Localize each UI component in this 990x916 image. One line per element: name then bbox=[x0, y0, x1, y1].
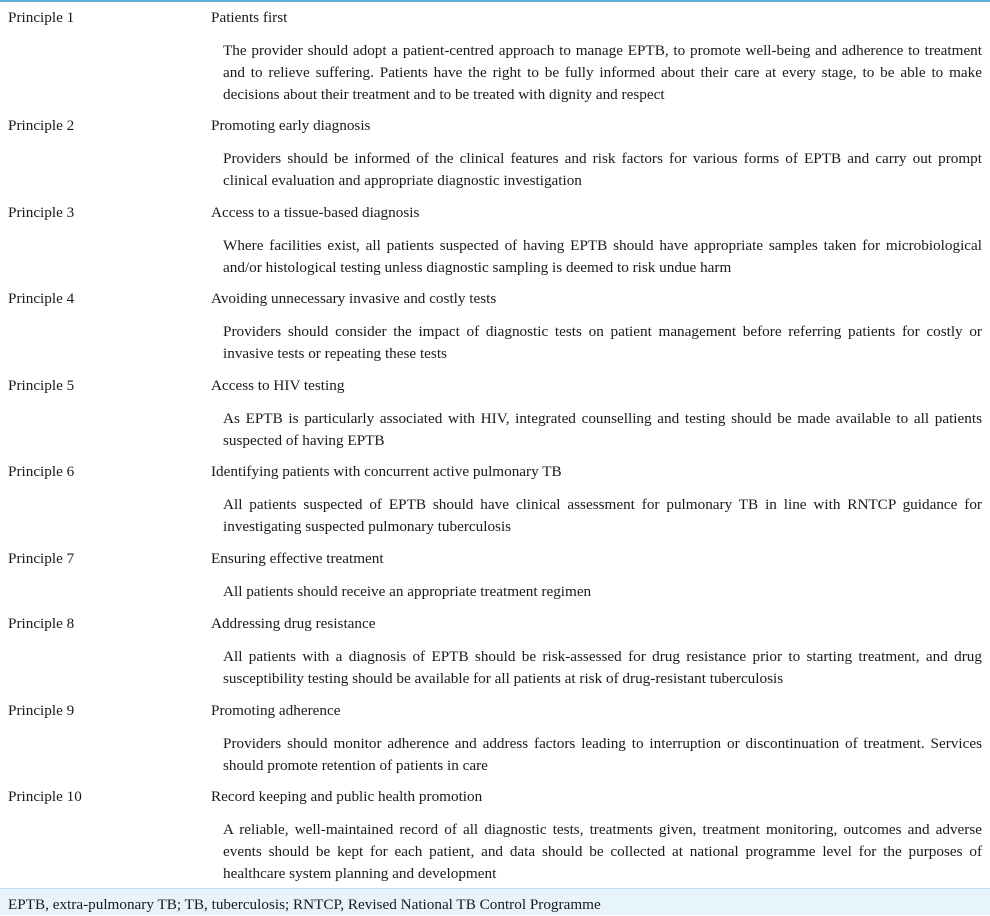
principle-description: A reliable, well-maintained record of all diagnostic tests, treatments given, treatment monitoring, outcomes and adverse events should be kept for each patient, and data should be collected at national programme level for the purposes of healthcare system planning and development bbox=[223, 821, 982, 882]
principle-description: As EPTB is particularly associated with HIV, integrated counselling and testing should be made available to all patients suspected of having EPTB bbox=[223, 410, 982, 449]
principle-description: Providers should monitor adherence and address factors leading to interruption or discontinuation of treatment. Services should promote retention of patients in care bbox=[223, 735, 982, 774]
principle-title: Access to a tissue-based diagnosis bbox=[211, 204, 420, 221]
principle-label: Principle 5 bbox=[8, 377, 75, 394]
principle-title: Promoting early diagnosis bbox=[211, 117, 371, 134]
principle-title: Ensuring effective treatment bbox=[211, 550, 384, 567]
principle-title: Promoting adherence bbox=[211, 702, 341, 719]
principle-description: Providers should be informed of the clinical features and risk factors for various forms of EPTB and carry out prompt clinical evaluation and appropriate diagnostic investigation bbox=[223, 150, 982, 189]
top-rule bbox=[0, 0, 990, 2]
principle-title: Record keeping and public health promotion bbox=[211, 788, 483, 805]
principle-label: Principle 10 bbox=[8, 788, 82, 805]
principle-description: All patients suspected of EPTB should have clinical assessment for pulmonary TB in line with RNTCP guidance for investigating suspected pulmonary tuberculosis bbox=[223, 496, 982, 535]
principle-title: Addressing drug resistance bbox=[211, 615, 376, 632]
table-footnote bbox=[0, 888, 990, 915]
principle-description: All patients should receive an appropriate treatment regimen bbox=[223, 583, 592, 600]
principle-label: Principle 6 bbox=[8, 463, 75, 480]
principle-description: The provider should adopt a patient-centred approach to manage EPTB, to promote well-being and adherence to treatment and to relieve suffering. Patients have the right to be fully informed about their care at every stage, to be able to make decisions about their treatment and to be treated with dignity and respect bbox=[223, 42, 982, 103]
principle-description: Where facilities exist, all patients suspected of having EPTB should have appropriate samples taken for microbiological and/or histological testing unless diagnostic sampling is deemed to risk undue harm bbox=[223, 237, 982, 276]
principle-description: All patients with a diagnosis of EPTB should be risk-assessed for drug resistance prior to starting treatment, and drug susceptibility testing should be available for all patients at risk of drug-resistant tuberculosis bbox=[223, 648, 982, 687]
footnote-text: EPTB, extra-pulmonary TB; TB, tuberculosis; RNTCP, Revised National TB Control Programme bbox=[8, 896, 601, 913]
principle-title: Patients first bbox=[211, 9, 288, 26]
principle-label: Principle 9 bbox=[8, 702, 75, 719]
principle-title: Identifying patients with concurrent active pulmonary TB bbox=[211, 463, 562, 480]
principle-description: Providers should consider the impact of diagnostic tests on patient management before referring patients for costly or invasive tests or repeating these tests bbox=[223, 323, 982, 362]
principle-label: Principle 2 bbox=[8, 117, 75, 134]
principle-label: Principle 8 bbox=[8, 615, 75, 632]
principle-label: Principle 7 bbox=[8, 550, 75, 567]
principle-label: Principle 3 bbox=[8, 204, 75, 221]
principle-label: Principle 4 bbox=[8, 290, 75, 307]
principle-title: Access to HIV testing bbox=[211, 377, 345, 394]
principle-title: Avoiding unnecessary invasive and costly tests bbox=[211, 290, 497, 307]
principle-label: Principle 1 bbox=[8, 9, 75, 26]
